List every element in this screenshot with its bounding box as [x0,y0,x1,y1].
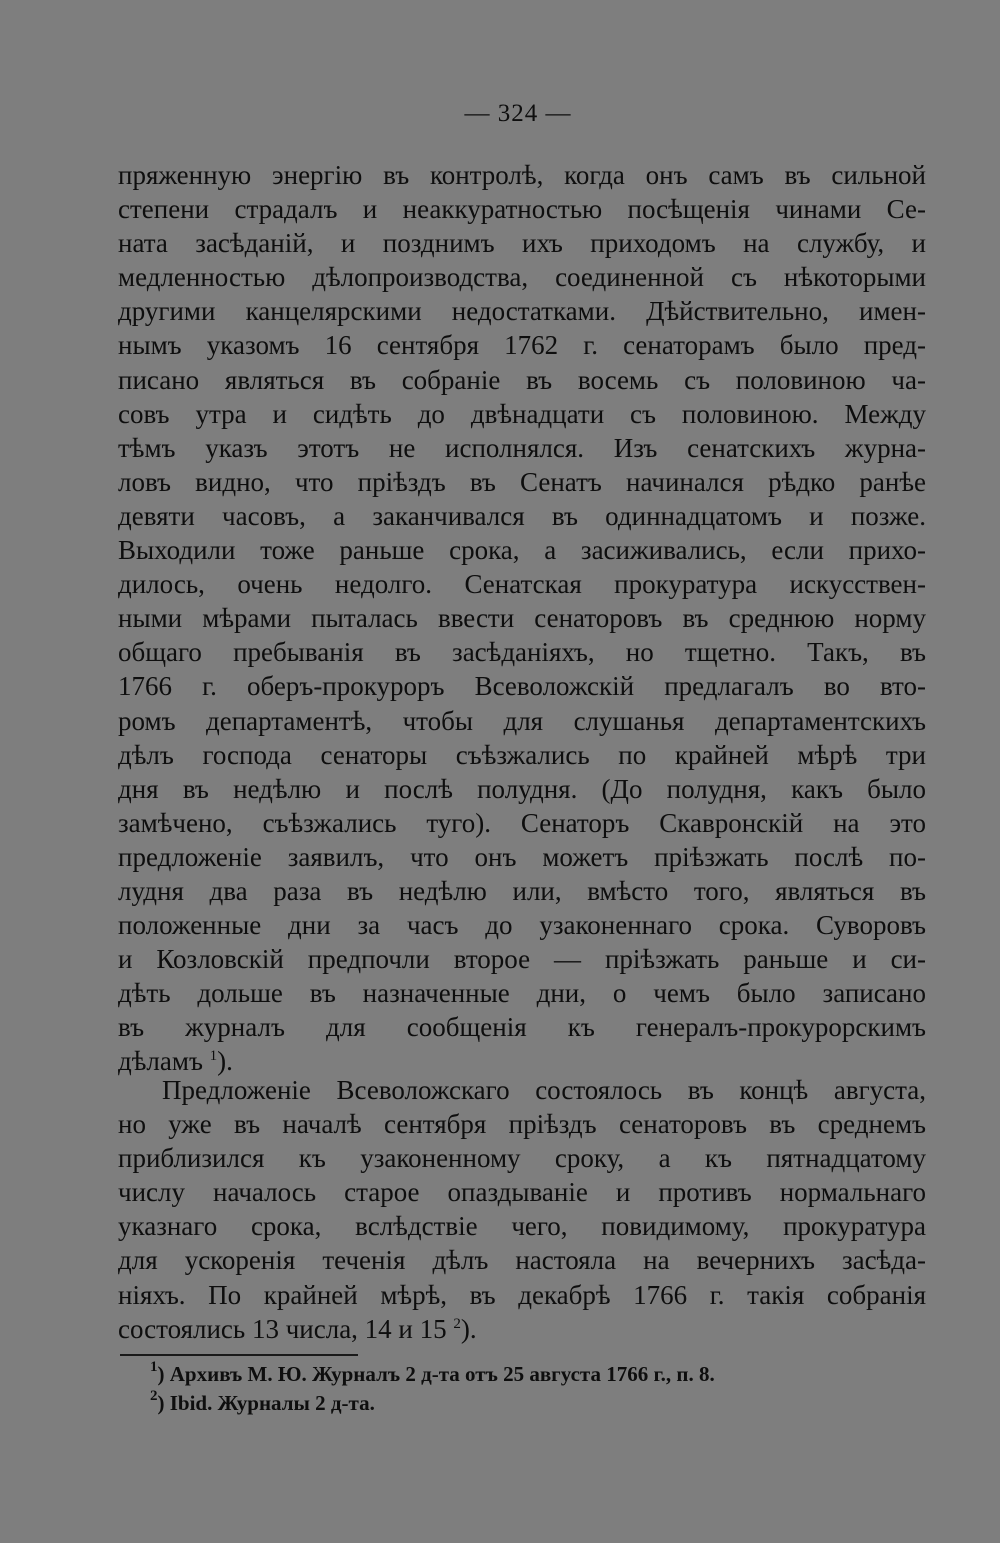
text-line: писано являться въ собраніе въ восемь съ половиною ча- [118,364,926,395]
text-line: приблизился къ узаконенному сроку, а къ пятнадцатому [118,1143,926,1174]
text-line: Предложеніе Всеволожскаго состоялось въ концѣ августа, [162,1075,926,1105]
text-line: въ журналъ для сообщенія къ генералъ-прокурорскимъ [118,1012,926,1043]
text-line: дня въ недѣлю и послѣ полудня. (До полудня, какъ было [118,773,926,804]
text-line-content: дѣламъ [118,1046,203,1077]
text-line-tail: ). [460,1313,477,1344]
text-line: предложеніе заявилъ, что онъ можетъ пріѣзжать послѣ по- [118,841,926,872]
text-line: девяти часовъ, а заканчивался въ одиннадцатомъ и позже. [118,500,926,531]
text-line: нымъ указомъ 16 сентября 1762 г. сенаторамъ было пред- [118,330,926,361]
footnote-item [150,1389,910,1418]
footnote-text: ) Архивъ М. Ю. Журналъ 2 д-та отъ 25 августа 1766 г., п. 8. [157,1362,715,1386]
text-line: дѣлъ господа сенаторы съѣзжались по крайней мѣрѣ три [118,739,926,770]
text-line: лудня два раза въ недѣлю или, вмѣсто того, являться въ [118,875,926,906]
footnote-reference[interactable]: 1 [209,1048,218,1065]
text-line: другими канцелярскими недостатками. Дѣйствительно, имен- [118,296,926,327]
text-line: ромъ департаментѣ, чтобы для слушанья департаментскихъ [118,705,926,736]
text-line: дилось, очень недолго. Сенатская прокуратура искусствен- [118,569,926,600]
text-line: ніяхъ. По крайней мѣрѣ, въ декабрѣ 1766 г. такія собранія [118,1279,926,1310]
text-line: Выходили тоже раньше срока, а засиживались, если прихо- [118,535,926,566]
text-line [118,1312,926,1346]
text-line: ными мѣрами пыталась ввести сенаторовъ въ среднюю норму [118,603,926,634]
text-line: положенные дни за часъ до узаконеннаго срока. Суворовъ [118,910,926,941]
text-line: тѣмъ указъ этотъ не исполнялся. Изъ сенатскихъ журна- [118,432,926,463]
text-line: замѣчено, съѣзжались туго). Сенаторъ Скавронскій на это [118,807,926,838]
text-line: медленностью дѣлопроизводства, соединенной съ нѣкоторыми [118,262,926,293]
text-line: 1766 г. оберъ-прокуроръ Всеволожскій предлагалъ во вто- [118,671,926,702]
text-line: и Козловскій предпочли второе — пріѣзжать раньше и си- [118,944,926,975]
text-line-content: состоялись 13 числа, 14 и 15 [118,1313,447,1344]
footnote-text: ) Ibid. Журналы 2 д-та. [157,1391,375,1415]
footnotes [150,1360,910,1418]
footnote-reference[interactable]: 2 [453,1315,461,1332]
text-line: ната засѣданій, и позднимъ ихъ приходомъ на службу, и [118,228,926,259]
text-line: пряженную энергію въ контролѣ, когда онъ самъ въ сильной [118,160,926,190]
text-line: дѣть дольше въ назначенные дни, о чемъ было записано [118,978,926,1009]
text-line: степени страдалъ и неаккуратностью посѣщенія чинами Се- [118,194,926,225]
footnote-divider [120,1354,358,1356]
text-line: но уже въ началѣ сентября пріѣздъ сенаторовъ въ среднемъ [118,1109,926,1140]
text-line-tail: ). [217,1046,233,1077]
footnote-mark: 1 [150,1359,158,1375]
paragraph-2 [118,1073,926,1346]
footnote-item [150,1360,910,1389]
text-line: числу началось старое опаздываніе и противъ нормальнаго [118,1177,926,1208]
text-line: указнаго срока, вслѣдствіе чего, повидимому, прокуратура [118,1211,926,1242]
paragraph-1 [118,158,926,1079]
text-line: ловъ видно, что пріѣздъ въ Сенатъ начинался рѣдко ранѣе [118,466,926,497]
text-line: совъ утра и сидѣть до двѣнадцати съ половиною. Между [118,398,926,429]
text-line: общаго пребыванія въ засѣданіяхъ, но тщетно. Такъ, въ [118,637,926,668]
page-number: — 324 — [464,100,572,127]
footnote-mark: 2 [150,1388,158,1404]
text-line: для ускоренія теченія дѣлъ настояла на вечернихъ засѣда- [118,1245,926,1276]
